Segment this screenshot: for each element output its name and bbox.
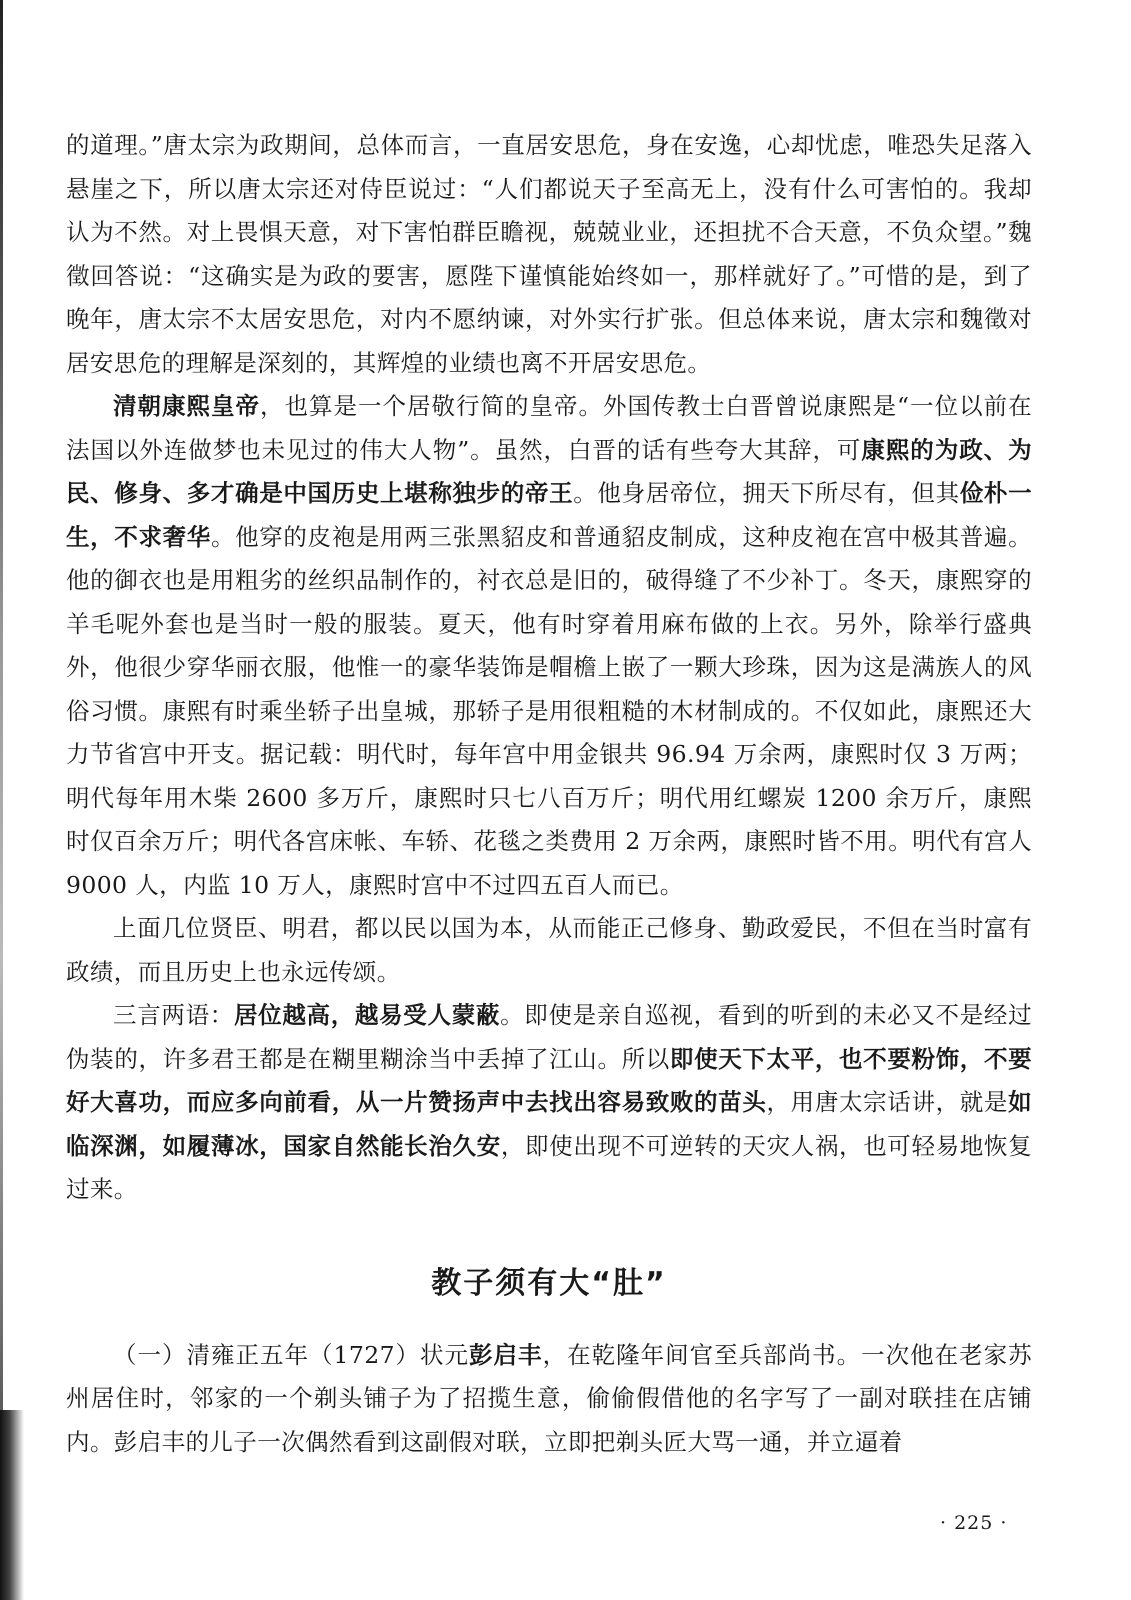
scan-edge-bottom — [0, 1410, 24, 1600]
body-text: 上面几位贤臣、明君，都以民以国为本，从而能正己修身、勤政爱民，不但在当时富有政绩，而且历史上也永远传颂。 — [66, 914, 1032, 986]
scan-edge-left — [0, 0, 3, 1600]
bold-text: 彭启丰 — [469, 1340, 543, 1369]
body-text: （一）清雍正五年（1727）状元 — [113, 1340, 470, 1369]
section_paragraphs-paragraph — [66, 1334, 1032, 1465]
body-text: ，也算是一个居敬行简的皇帝。外国传教士白晋曾说康熙是“一位以前在法国以外连做梦也未见过的伟大人物”。虽然，白晋的话有些夸大其辞，可 — [66, 392, 1032, 464]
body-text: ，用唐太宗话讲，就是 — [766, 1088, 1009, 1116]
bold-text: 即使天下太平，也不要粉饰，不要好大喜功，而应多向前看，从一片赞扬声中去找出容易致败的苗头 — [66, 1044, 1033, 1116]
section-paragraph-group — [66, 1334, 1032, 1465]
paragraph-group — [66, 124, 1032, 1212]
body-text: 三言两语： — [113, 1001, 234, 1029]
body-text: 的道理。”唐太宗为政期间，总体而言，一直居安思危，身在安逸，心却忧虑，唯恐失足落入悬崖之下，所以唐太宗还对侍臣说过：“人们都说天子至高无上，没有什么可害怕的。我却认为不然。对上畏惧天意，对下害怕群臣瞻视，兢兢业业，还担扰不合天意，不负众望。”魏徵回答说：“这确实是为政的要害，愿陛下谨慎能始终如一，那样就好了。”可惜的是，到了晚年，唐太宗不太居安思危，对内不愿纳谏，对外实行扩张。但总体来说，唐太宗和魏徵对居安思危的理解是深刻的，其辉煌的业绩也离不开居安思危。 — [66, 131, 1032, 377]
body-text: 。他穿的皮袍是用两三张黑貂皮和普通貂皮制成，这种皮袍在宫中极其普遍。他的御衣也是用粗劣的丝织品制作的，衬衣总是旧的，破得缝了不少补丁。冬天，康熙穿的羊毛呢外套也是当时一般的服装。夏天，他有时穿着用麻布做的上衣。另外，除举行盛典外，他很少穿华丽衣服，他惟一的豪华装饰是帽檐上嵌了一颗大珍珠，因为这是满族人的风俗习惯。康熙有时乘坐轿子出皇城，那轿子是用很粗糙的木材制成的。不仅如此，康熙还大力节省宫中开支。据记载：明代时，每年宫中用金银共 96.94 万余两，康熙时仅 3 万两；明代每年用木柴 2600 多万斤，康熙时只七八百万斤；明代用红螺炭 1200 余万斤，康熙时仅百余万斤；明代各宫床帐、车轿、花毯之类费用 2 万余两，康熙时皆不用。明代有宫人 9000 人，内监 10 万人，康熙时宫中不过四五百人而已。 — [66, 522, 1032, 899]
paragraphs-paragraph — [66, 994, 1032, 1212]
bold-text: 清朝康熙皇帝 — [113, 392, 261, 420]
body-text: ，在乾隆年间官至兵部尚书。一次他在老家苏州居住时，邻家的一个剃头铺子为了招揽生意，偷偷假借他的名字写了一副对联挂在店铺内。彭启丰的儿子一次偶然看到这副假对联，立即把剃头匠大骂一通，并立逼着 — [66, 1340, 1033, 1456]
bold-text: 康熙的为政、为民、修身、多才确是中国历史上堪称独步的帝王 — [66, 435, 1032, 507]
bold-text: 俭朴一生，不求奢华 — [66, 479, 1032, 551]
paragraphs-paragraph — [66, 385, 1032, 907]
bold-text: 如临深渊，如履薄冰，国家自然能长治久安 — [66, 1088, 1032, 1160]
paragraphs-paragraph — [66, 907, 1032, 994]
paragraphs-paragraph — [66, 124, 1032, 385]
body-text: 。即使是亲自巡视，看到的听到的未必又不是经过伪装的，许多君王都是在糊里糊涂当中丢掉了江山。所以 — [66, 1001, 1032, 1073]
page-body — [66, 124, 1032, 1464]
page-number: · 225 · — [940, 1512, 1008, 1534]
body-text: 。他身居帝位，拥天下所尽有，但其 — [573, 479, 960, 507]
body-text: ，即使出现不可逆转的天灾人祸，也可轻易地恢复过来。 — [66, 1131, 1032, 1203]
bold-text: 居位越高，越易受人蒙蔽 — [233, 1001, 501, 1029]
section-title: 教子须有大“肚” — [431, 1265, 667, 1301]
